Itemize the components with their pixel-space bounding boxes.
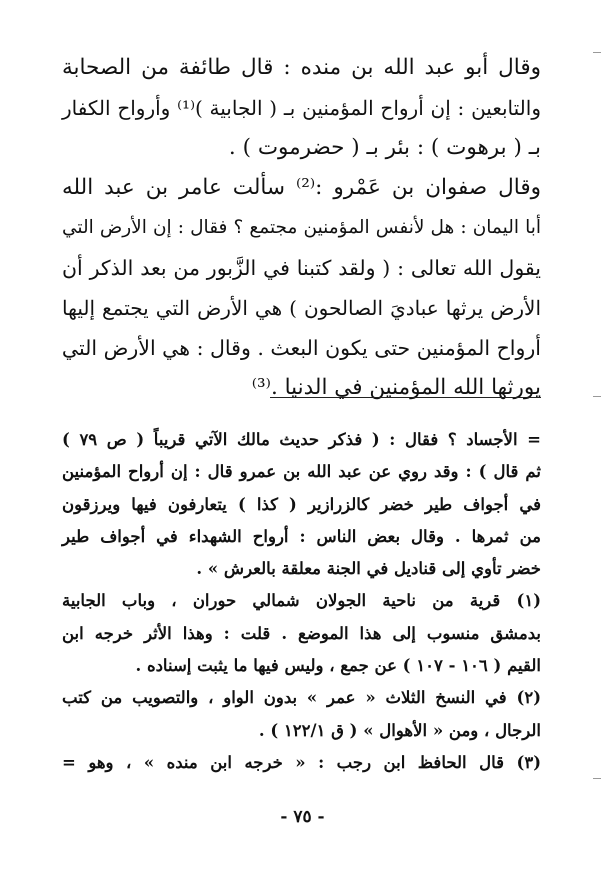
scan-edge-mark: [593, 778, 601, 779]
scan-edge-mark: [593, 396, 601, 397]
text-line: أرواح المؤمنين حتى يكون البعث . وقال : هي الأرض التي: [61, 336, 541, 360]
text-line: بـ ( برهوت ) : بئر بـ ( حضرموت ) .: [228, 135, 541, 160]
footnote-line: بدمشق منسوب إلى هذا الموضع . قلت : وهذا الأثر خرجه ابن: [62, 623, 541, 643]
footnotes: [62, 424, 541, 779]
footnote-line: (٢) في النسخ الثلاث « عمر » بدون الواو ، والتصويب من كتب: [62, 688, 541, 708]
text-line: أبا اليمان : هل لأنفس المؤمنين مجتمع ؟ فقال : إن الأرض التي: [62, 217, 541, 238]
text-line: والتابعين : إن أرواح المؤمنين بـ ( الجابية )⁽¹⁾ وأرواح الكفار: [62, 96, 541, 120]
main-text: [62, 48, 541, 408]
footnote-line: خضر تأوي إلى قناديل في الجنة معلقة بالعرش » .: [196, 559, 541, 579]
page-number: - ٧٥ -: [280, 807, 325, 827]
footnote-line: (١) قرية من ناحية الجولان شمالي حوران ، وباب الجابية: [62, 591, 541, 611]
footnote-line: ثم قال ) : وقد روي عن عبد الله بن عمرو قال : إن أرواح المؤمنين: [62, 462, 541, 482]
scan-edge-mark: [593, 52, 601, 53]
footnote-line: القيم ( ١٠٦ - ١٠٧ ) عن جمع ، وليس فيها ما يثبت إسناده .: [135, 656, 541, 676]
footnote-line: من ثمرها . وقال بعض الناس : أرواح الشهداء في أجواف طير: [62, 526, 541, 546]
footnote-line: في أجواف طير خضر كالزرازير ( كذا ) يتعارفون فيها ويرزقون: [62, 494, 541, 514]
footnote-line: الرجال ، ومن « الأهوال » ( ق ١٢٢/١ ) .: [258, 720, 541, 740]
footnote-line: = الأجساد ؟ فقال : ( فذكر حديث مالك الآتي قريباً ( ص ٧٩ ): [62, 430, 541, 449]
text-line: يقول الله تعالى : ( ولقد كتبنا في الزَّبور من بعد الذكر أن: [62, 256, 541, 280]
footnote-line: (٣) قال الحافظ ابن رجب : « خرجه ابن منده » ، وهو =: [62, 752, 541, 772]
footnote-divider: [270, 397, 541, 398]
text-line: يورثها الله المؤمنين في الدنيا .⁽³⁾: [251, 375, 541, 400]
text-line: الأرض يرثها عباديَ الصالحون ) هي الأرض التي يجتمع إليها: [62, 296, 541, 320]
text-line: وقال صفوان بن عَمْرو :⁽²⁾ سألت عامر بن عبد الله: [62, 175, 541, 200]
text-line: وقال أبو عبد الله بن منده : قال طائفة من الصحابة: [62, 55, 541, 80]
